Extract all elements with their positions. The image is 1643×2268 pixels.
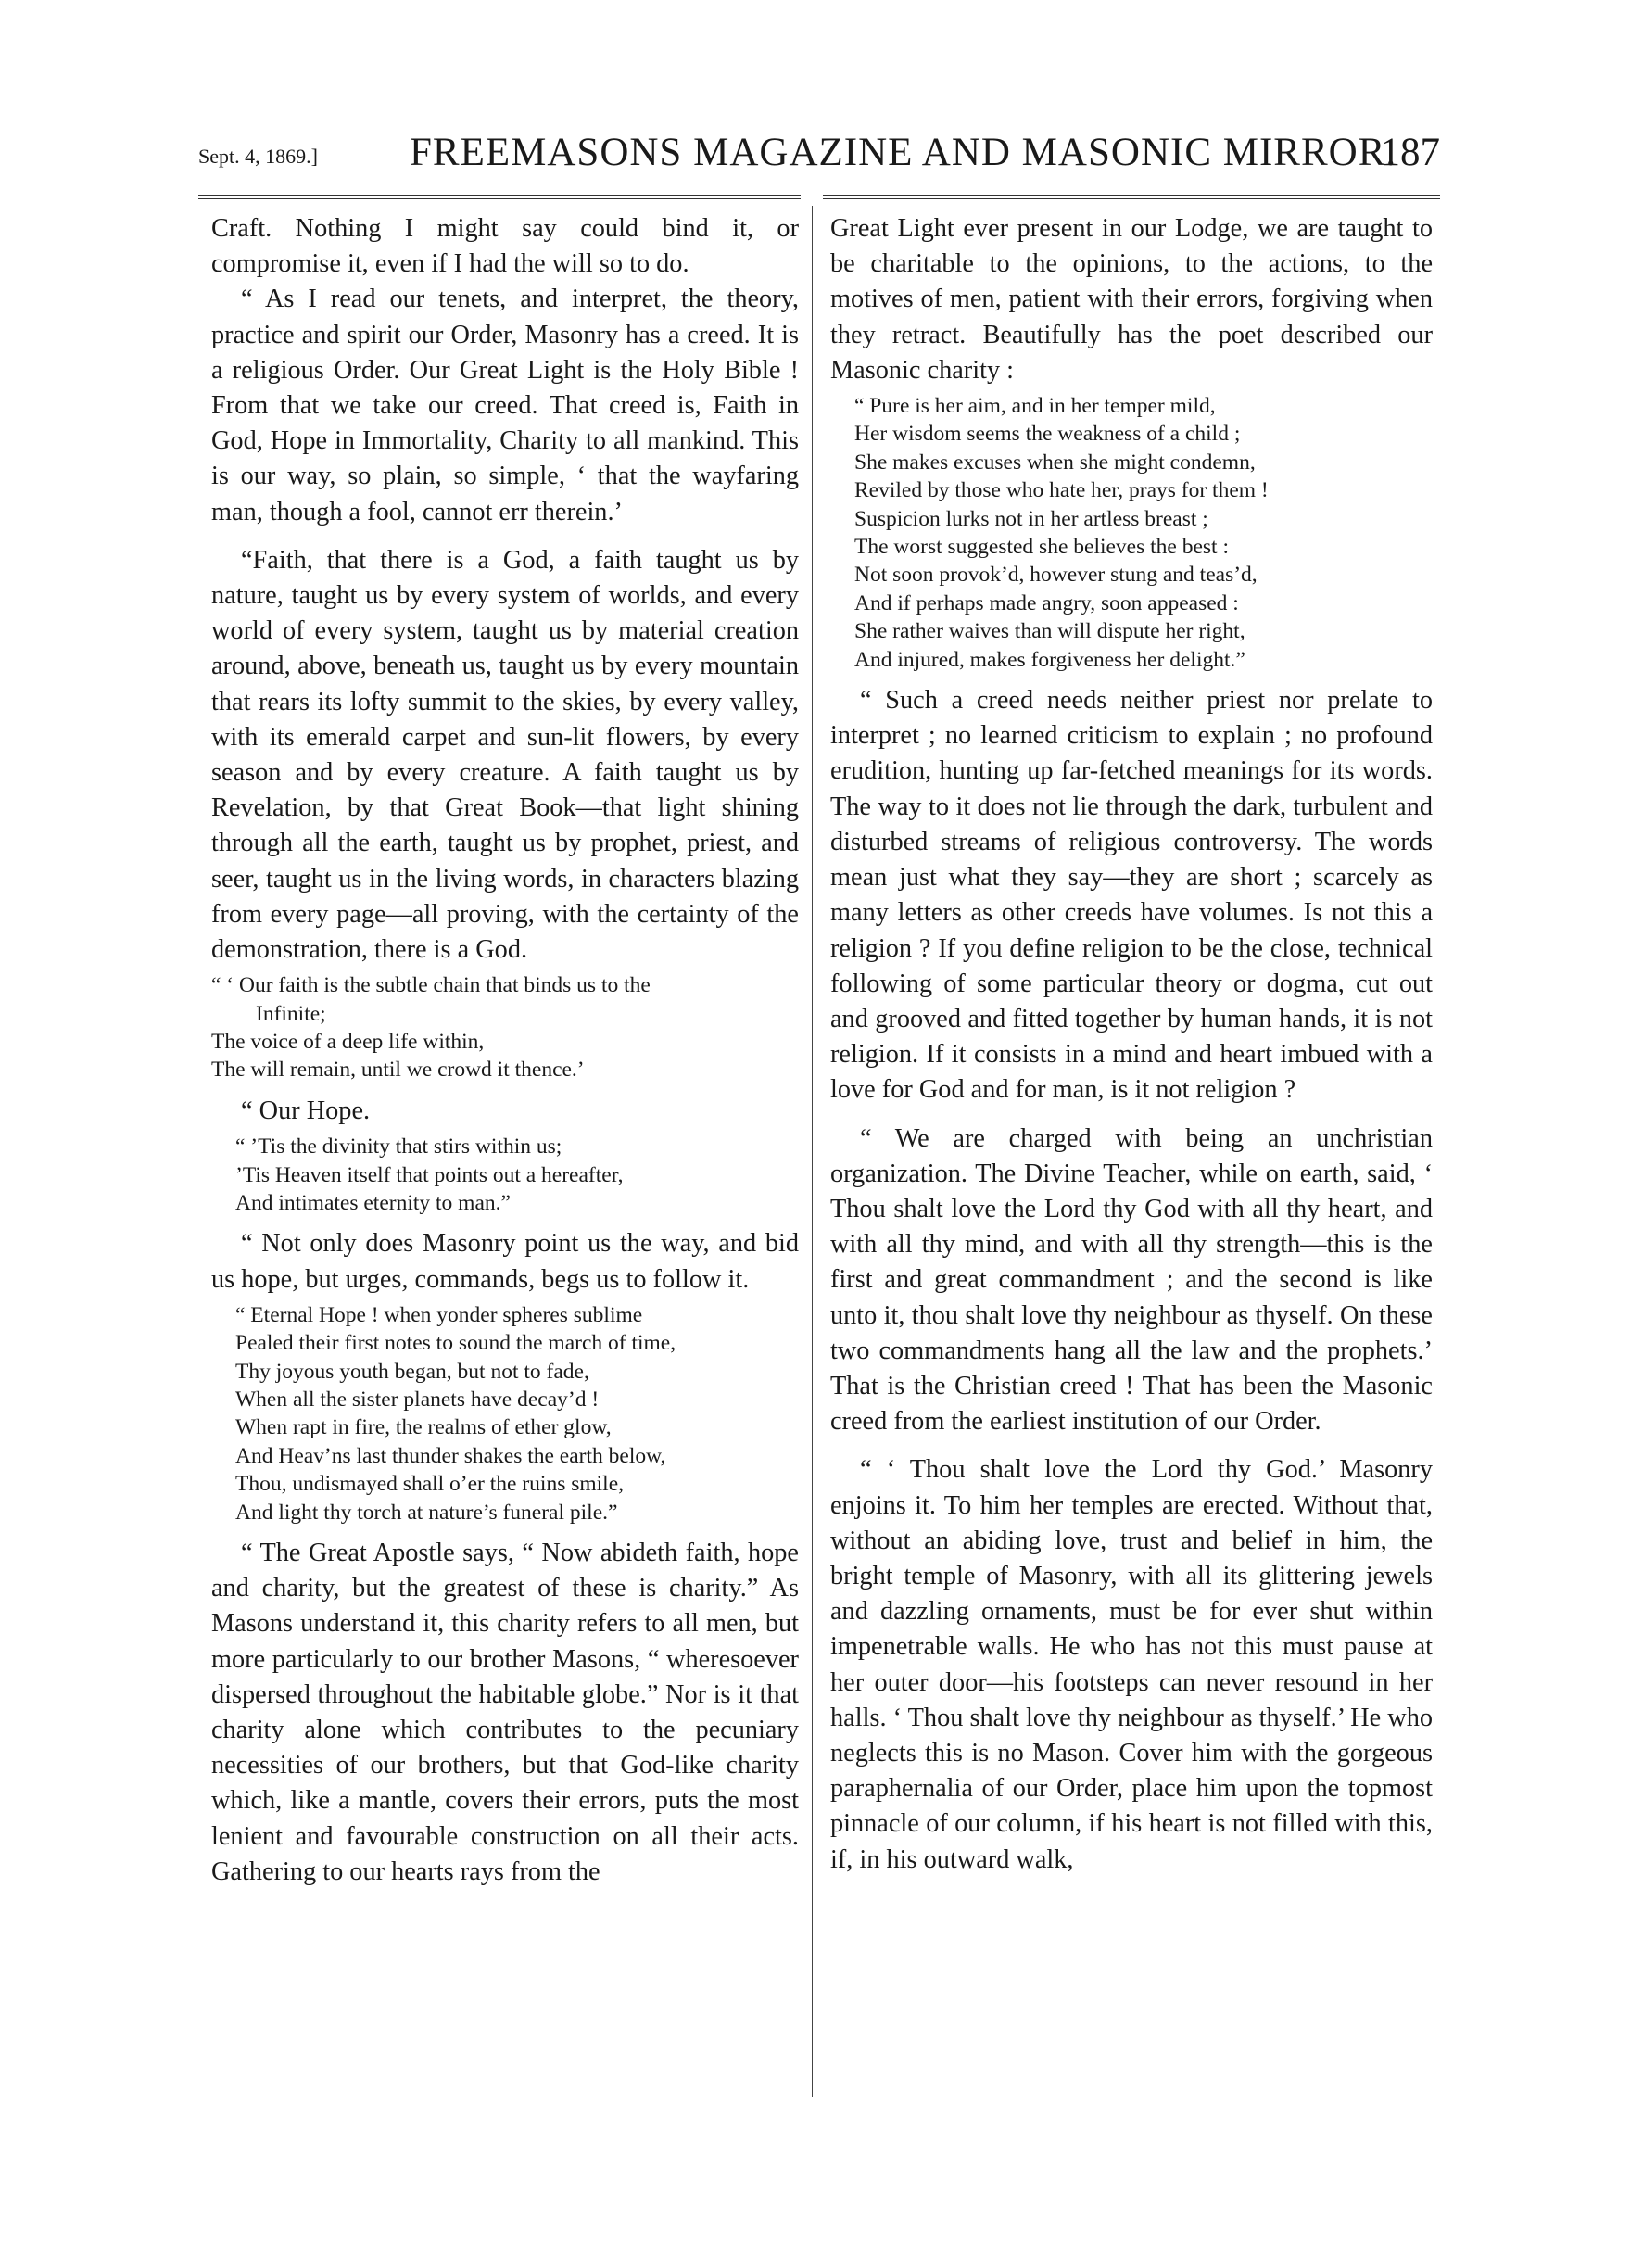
verse-line: When all the sister planets have decay’d !	[235, 1387, 600, 1412]
left-column	[211, 211, 799, 1890]
verse-line: Thou, undismayed shall o’er the ruins smile,	[235, 1472, 625, 1497]
right-column	[830, 211, 1433, 1878]
magazine-title: FREEMASONS MAGAZINE AND MASONIC MIRROR.	[410, 131, 1397, 174]
verse-line: And light thy torch at nature’s funeral pile.”	[235, 1500, 618, 1525]
verse-block	[235, 1133, 799, 1217]
paragraph: “ Not only does Masonry point us the way, and bid us hope, but urges, commands, begs us to follow it.	[211, 1229, 799, 1294]
verse-block	[854, 392, 1433, 674]
paragraph: “ Our Hope.	[241, 1096, 371, 1125]
verse-line: She makes excuses when she might condemn,	[854, 450, 1256, 475]
verse-block	[211, 971, 799, 1084]
verse-line: Pealed their first notes to sound the march of time,	[235, 1331, 676, 1356]
verse-line: Suspicion lurks not in her artless breast ;	[854, 506, 1208, 531]
verse-line: And if perhaps made angry, soon appeased :	[854, 590, 1239, 615]
verse-line: “ Eternal Hope ! when yonder spheres sublime	[235, 1302, 643, 1327]
paragraph: “Faith, that there is a God, a faith taught us by nature, taught us by every system of worlds, and every world of every system, taught us by material creation around, above, beneath us, taught us by every mountain that rears its lofty summit to the skies, by every valley, with its emerald carpet and sun-lit flowers, by every season and by every creature. A faith taught us by Revelation, by that Great Book—that light shining through all the earth, taught us by prophet, priest, and seer, taught us in the living words, in characters blazing from every page—all proving, with the certainty of the demonstration, there is a God.	[211, 545, 799, 965]
paragraph: “ As I read our tenets, and interpret, the theory, practice and spirit our Order, Masonry has a creed. It is a religious Order. Our Great Light is the Holy Bible ! From that we take our creed. That creed is, Faith in God, Hope in Immortality, Charity to all mankind. This is our way, so plain, so simple, ‘ that the wayfaring man, though a fool, cannot err therein.’	[211, 285, 799, 526]
issue-date: Sept. 4, 1869.]	[198, 145, 318, 168]
page-header	[198, 128, 1440, 184]
verse-line: Infinite;	[256, 1001, 326, 1026]
verse-line: The will remain, until we crowd it thence.’	[211, 1058, 585, 1083]
verse-line: “ ’Tis the divinity that stirs within us;	[235, 1134, 562, 1159]
verse-line: And Heav’ns last thunder shakes the earth below,	[235, 1443, 666, 1468]
header-rule-right	[823, 195, 1440, 199]
verse-line: Reviled by those who hate her, prays for them !	[854, 478, 1269, 503]
paragraph: “ We are charged with being an unchristian organization. The Divine Teacher, while on earth, said, ‘ Thou shalt love the Lord thy God with all thy heart, and with all thy mind, and with all thy strength—this is the first and great commandment ; and the second is like unto it, thou shalt love thy neighbour as thyself. On these two commandments hang all the law and the prophets.’ That is the Christian creed ! That has been the Masonic creed from the earliest institution of our Order.	[830, 1123, 1433, 1437]
paragraph: Craft. Nothing I might say could bind it, or compromise it, even if I had the will so to do.	[211, 214, 799, 279]
verse-line: The voice of a deep life within,	[211, 1030, 485, 1055]
verse-line: And injured, makes forgiveness her delight.”	[854, 647, 1245, 672]
header-rule-left	[198, 195, 801, 199]
paragraph: Great Light ever present in our Lodge, we are taught to be charitable to the opinions, to the actions, to the motives of men, patient with their errors, forgiving when they retract. Beautifully has the poet described our Masonic charity :	[830, 214, 1433, 385]
verse-line: She rather waives than will dispute her right,	[854, 619, 1245, 644]
verse-line: ’Tis Heaven itself that points out a hereafter,	[235, 1162, 624, 1187]
verse-line: The worst suggested she believes the best :	[854, 535, 1229, 560]
verse-line: Not soon provok’d, however stung and teas’d,	[854, 563, 1258, 588]
verse-line: “ ‘ Our faith is the subtle chain that binds us to the	[211, 973, 651, 998]
verse-block	[235, 1301, 799, 1527]
paragraph: “ The Great Apostle says, “ Now abideth faith, hope and charity, but the greatest of these is charity.” As Masons understand it, this charity refers to all men, but more particularly to our brother Masons, “ wheresoever dispersed throughout the habitable globe.” Nor is it that charity alone which contributes to the pecuniary necessities of our brothers, but that God-like charity which, like a mantle, covers their errors, puts the most lenient and favourable construction on all their acts. Gathering to our hearts rays from the	[211, 1538, 799, 1886]
verse-line: And intimates eternity to man.”	[235, 1190, 511, 1215]
verse-line: When rapt in fire, the realms of ether glow,	[235, 1415, 612, 1440]
column-divider	[812, 206, 813, 2097]
verse-line: Her wisdom seems the weakness of a child ;	[854, 422, 1241, 447]
page-number: 187	[1380, 131, 1440, 174]
verse-line: Thy joyous youth began, but not to fade,	[235, 1359, 589, 1384]
paragraph: “ ‘ Thou shalt love the Lord thy God.’ Masonry enjoins it. To him her temples are erected. Without that, without an abiding love, trust and belief in him, the bright temple of Masonry, with all its glittering jewels and dazzling ornaments, must be for ever shut within impenetrable walls. He who has not this must pause at her outer door—his footsteps can never resound in her halls. ‘ Thou shalt love thy neighbour as thyself.’ He who neglects this is no Mason. Cover him with the gorgeous paraphernalia of our Order, place him upon the topmost pinnacle of our column, if his heart is not filled with this, if, in his outward walk,	[830, 1455, 1433, 1874]
verse-line: “ Pure is her aim, and in her temper mild,	[854, 394, 1216, 419]
paragraph: “ Such a creed needs neither priest nor prelate to interpret ; no learned criticism to explain ; no profound erudition, hunting up far-fetched meanings for its words. The way to it does not lie through the dark, turbulent and disturbed streams of religious controversy. The words mean just what they say—they are short ; scarcely as many letters as other creeds have volumes. Is not this a religion ? If you define religion to be the close, technical following of some particular theory or dogma, cut out and grooved and fitted together by human hands, it is not religion. If it consists in a mind and heart imbued with a love for God and for man, is it not religion ?	[830, 686, 1433, 1105]
